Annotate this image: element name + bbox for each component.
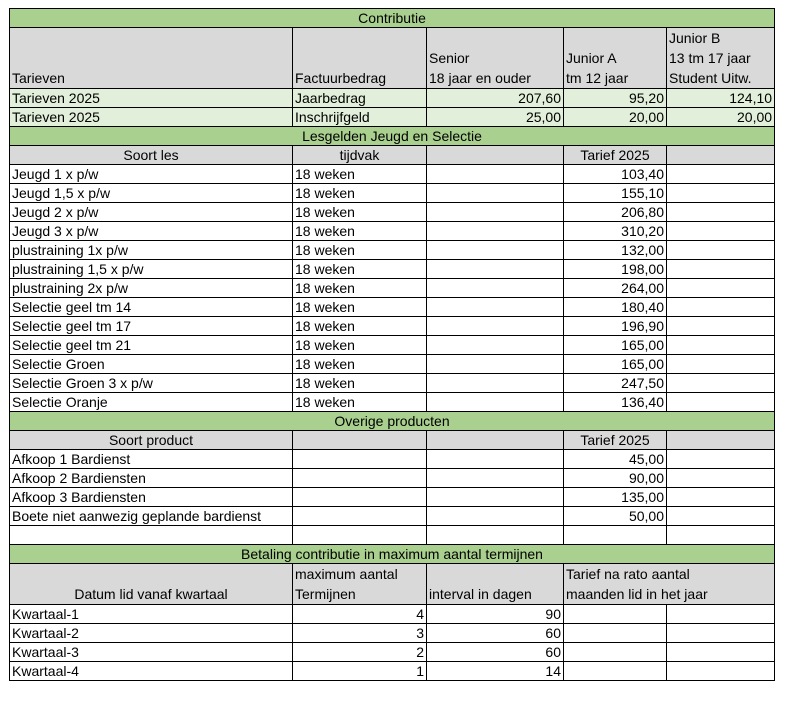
- table-row: [10, 222, 775, 241]
- cell: Jeugd 3 x p/w: [10, 222, 293, 241]
- cell: Selectie geel tm 17: [10, 317, 293, 336]
- table-row: [10, 260, 775, 279]
- header-max-termijnen: maximum aantal Termijnen: [293, 564, 427, 605]
- cell: [427, 241, 564, 260]
- header-tarief-2025: Tarief 2025: [564, 431, 667, 450]
- table-row: [10, 336, 775, 355]
- contributie-title: Contributie: [10, 9, 775, 28]
- header-tijdvak: tijdvak: [293, 146, 427, 165]
- cell: [667, 393, 775, 412]
- cell: plustraining 2x p/w: [10, 279, 293, 298]
- cell: [667, 298, 775, 317]
- cell: 95,20: [564, 89, 667, 108]
- table-row: [10, 374, 775, 393]
- cell: 18 weken: [293, 184, 427, 203]
- header-datum-lid: Datum lid vanaf kwartaal: [10, 564, 293, 605]
- table-row: [10, 165, 775, 184]
- cell: Kwartaal-3: [10, 643, 293, 662]
- header-senior: Senior 18 jaar en ouder: [427, 28, 564, 89]
- cell: [427, 355, 564, 374]
- cell: 18 weken: [293, 165, 427, 184]
- cell: Jeugd 1,5 x p/w: [10, 184, 293, 203]
- header-interval: interval in dagen: [427, 564, 564, 605]
- cell: [667, 222, 775, 241]
- header-soort-les: Soort les: [10, 146, 293, 165]
- cell: 90,00: [564, 469, 667, 488]
- overige-title: Overige producten: [10, 412, 775, 431]
- cell: [427, 336, 564, 355]
- table-row: [10, 298, 775, 317]
- cell: [564, 605, 667, 624]
- cell: 18 weken: [293, 336, 427, 355]
- cell: [667, 662, 775, 681]
- cell: 60: [427, 643, 564, 662]
- lesgelden-title: Lesgelden Jeugd en Selectie: [10, 127, 775, 146]
- header-tarieven: Tarieven: [10, 28, 293, 89]
- cell: 90: [427, 605, 564, 624]
- cell: [564, 662, 667, 681]
- cell: Inschrijfgeld: [293, 108, 427, 127]
- header-empty: [667, 146, 775, 165]
- cell: [667, 355, 775, 374]
- cell: Jeugd 2 x p/w: [10, 203, 293, 222]
- cell: Tarieven 2025: [10, 89, 293, 108]
- cell: 25,00: [427, 108, 564, 127]
- cell: [427, 298, 564, 317]
- table-row: [10, 450, 775, 469]
- table-row: [10, 507, 775, 526]
- header-tarief-2025: Tarief 2025: [564, 146, 667, 165]
- cell: [293, 488, 427, 507]
- cell: 45,00: [564, 450, 667, 469]
- cell: 135,00: [564, 488, 667, 507]
- cell: [427, 469, 564, 488]
- cell: Afkoop 2 Bardiensten: [10, 469, 293, 488]
- cell: [427, 279, 564, 298]
- cell: 247,50: [564, 374, 667, 393]
- cell: plustraining 1x p/w: [10, 241, 293, 260]
- cell: 310,20: [564, 222, 667, 241]
- cell: [667, 624, 775, 643]
- cell: [667, 241, 775, 260]
- cell: Selectie Groen 3 x p/w: [10, 374, 293, 393]
- cell: Tarieven 2025: [10, 108, 293, 127]
- table-row: [10, 643, 775, 662]
- cell: 18 weken: [293, 260, 427, 279]
- cell: 2: [293, 643, 427, 662]
- cell: plustraining 1,5 x p/w: [10, 260, 293, 279]
- table-row: [10, 662, 775, 681]
- cell: 165,00: [564, 355, 667, 374]
- cell: [667, 643, 775, 662]
- empty-row: [10, 526, 775, 545]
- cell: [667, 507, 775, 526]
- cell: 20,00: [564, 108, 667, 127]
- cell: [427, 450, 564, 469]
- cell: [564, 643, 667, 662]
- cell: Jeugd 1 x p/w: [10, 165, 293, 184]
- table-row: [10, 89, 775, 108]
- cell: 264,00: [564, 279, 667, 298]
- cell: 18 weken: [293, 241, 427, 260]
- cell: 206,80: [564, 203, 667, 222]
- header-empty: [427, 431, 564, 450]
- cell: Kwartaal-4: [10, 662, 293, 681]
- cell: [667, 279, 775, 298]
- cell: [427, 260, 564, 279]
- contributie-sheet: [9, 8, 775, 681]
- cell: Selectie Oranje: [10, 393, 293, 412]
- cell: Selectie geel tm 21: [10, 336, 293, 355]
- cell: 14: [427, 662, 564, 681]
- cell: [667, 488, 775, 507]
- table-row: [10, 488, 775, 507]
- header-tarief-na-rato: Tarief na rato aantal maanden lid in het jaar: [564, 564, 775, 605]
- cell: 3: [293, 624, 427, 643]
- table-row: [10, 241, 775, 260]
- header-soort-product: Soort product: [10, 431, 293, 450]
- cell: [427, 488, 564, 507]
- cell: [293, 450, 427, 469]
- cell: [427, 165, 564, 184]
- cell: [427, 393, 564, 412]
- cell: 18 weken: [293, 393, 427, 412]
- table-row: [10, 624, 775, 643]
- table-row: [10, 355, 775, 374]
- table-row: [10, 605, 775, 624]
- header-empty: [293, 431, 427, 450]
- cell: [667, 184, 775, 203]
- cell: [667, 203, 775, 222]
- cell: [667, 374, 775, 393]
- header-factuurbedrag: Factuurbedrag: [293, 28, 427, 89]
- table-row: [10, 108, 775, 127]
- cell: 1: [293, 662, 427, 681]
- cell: [293, 507, 427, 526]
- cell: 124,10: [667, 89, 775, 108]
- table-row: [10, 203, 775, 222]
- cell: [667, 450, 775, 469]
- cell: [427, 317, 564, 336]
- table-row: [10, 317, 775, 336]
- cell: [667, 165, 775, 184]
- table-row: [10, 279, 775, 298]
- table-row: [10, 469, 775, 488]
- cell: Selectie geel tm 14: [10, 298, 293, 317]
- cell: 60: [427, 624, 564, 643]
- cell: 20,00: [667, 108, 775, 127]
- cell: Kwartaal-1: [10, 605, 293, 624]
- table-row: [10, 393, 775, 412]
- cell: 50,00: [564, 507, 667, 526]
- cell: 155,10: [564, 184, 667, 203]
- cell: [427, 374, 564, 393]
- cell: 196,90: [564, 317, 667, 336]
- header-junior-a: Junior A tm 12 jaar: [564, 28, 667, 89]
- cell: 132,00: [564, 241, 667, 260]
- cell: 103,40: [564, 165, 667, 184]
- cell: 18 weken: [293, 355, 427, 374]
- header-empty: [667, 431, 775, 450]
- cell: 136,40: [564, 393, 667, 412]
- cell: [667, 336, 775, 355]
- betaling-title: Betaling contributie in maximum aantal termijnen: [10, 545, 775, 564]
- cell: [564, 624, 667, 643]
- cell: [667, 605, 775, 624]
- cell: Jaarbedrag: [293, 89, 427, 108]
- cell: [667, 260, 775, 279]
- cell: [427, 184, 564, 203]
- table-row: [10, 184, 775, 203]
- cell: 18 weken: [293, 298, 427, 317]
- cell: [293, 469, 427, 488]
- cell: Boete niet aanwezig geplande bardienst: [10, 507, 293, 526]
- cell: [667, 317, 775, 336]
- header-empty: [427, 146, 564, 165]
- header-junior-b: Junior B 13 tm 17 jaar Student Uitw.: [667, 28, 775, 89]
- cell: 18 weken: [293, 317, 427, 336]
- cell: [427, 222, 564, 241]
- cell: Afkoop 3 Bardiensten: [10, 488, 293, 507]
- cell: 207,60: [427, 89, 564, 108]
- cell: Afkoop 1 Bardienst: [10, 450, 293, 469]
- cell: [427, 507, 564, 526]
- cell: [427, 203, 564, 222]
- cell: [667, 469, 775, 488]
- cell: Kwartaal-2: [10, 624, 293, 643]
- cell: 18 weken: [293, 222, 427, 241]
- cell: 18 weken: [293, 203, 427, 222]
- cell: Selectie Groen: [10, 355, 293, 374]
- cell: 4: [293, 605, 427, 624]
- cell: 198,00: [564, 260, 667, 279]
- cell: 18 weken: [293, 374, 427, 393]
- cell: 180,40: [564, 298, 667, 317]
- cell: 18 weken: [293, 279, 427, 298]
- cell: 165,00: [564, 336, 667, 355]
